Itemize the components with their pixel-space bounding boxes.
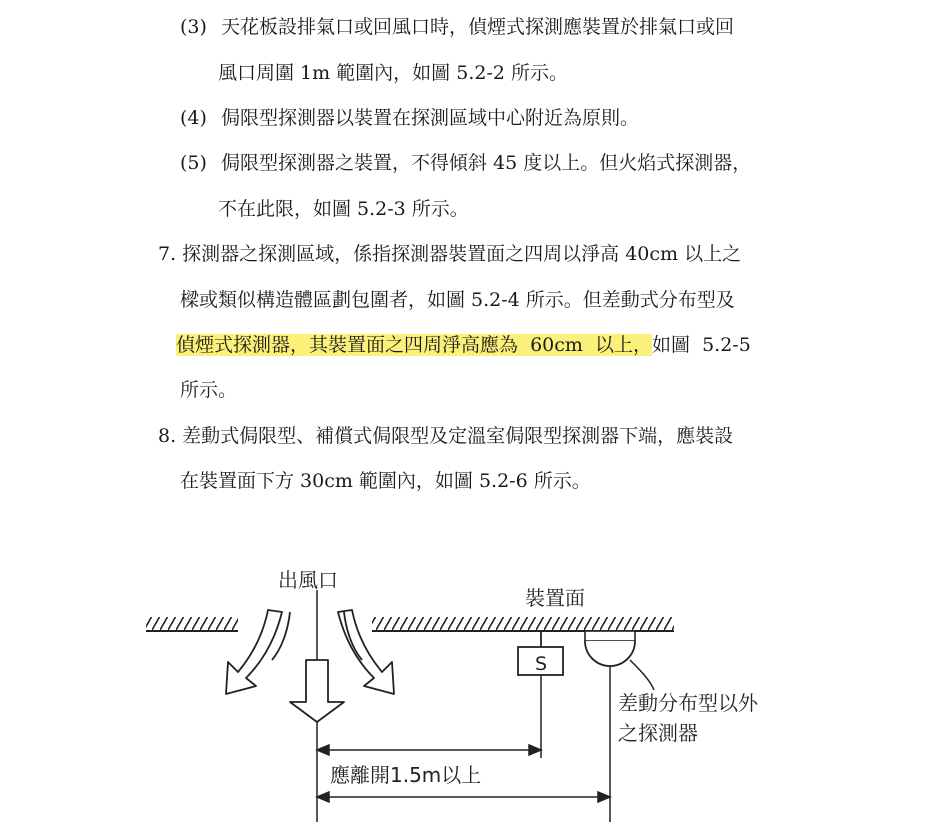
item-7-line-4: 所示。 [180, 379, 238, 401]
surface-label: 裝置面 [525, 586, 585, 610]
item-3-text: 天花板設排氣口或回風口時，偵煙式探測應裝置於排氣口或回 [220, 16, 734, 38]
outlet-arrows [226, 610, 394, 722]
item-8-line-2: 在裝置面下方 30cm 範圍內，如圖 5.2-6 所示。 [180, 470, 591, 492]
detector-s [518, 631, 563, 758]
item-3-line-2: 風口周圍 1m 範圍內，如圖 5.2-2 所示。 [218, 62, 568, 84]
item-5-line-2: 不在此限，如圖 5.2-3 所示。 [218, 198, 469, 220]
item-4-text: 侷限型探測器以裝置在探測區域中心附近為原則。 [220, 107, 639, 129]
distance-label: 應離開1.5m以上 [330, 763, 482, 787]
item-8-line-1: 8. 差動式侷限型、補償式侷限型及定溫室侷限型探測器下端，應裝設 [158, 425, 734, 447]
item-7-line-3-rest: 如圖 5.2-5 [652, 334, 751, 356]
other-detector-label-1: 差動分布型以外 [618, 691, 758, 715]
item-3-number: (3) [180, 16, 207, 38]
item-7-line-2: 樑或類似構造體區劃包圍者，如圖 5.2-4 所示。但差動式分布型及 [180, 289, 735, 311]
highlighted-text: 偵煙式探測器，其裝置面之四周淨高應為 60cm 以上， [176, 334, 652, 356]
other-detector-label-2: 之探測器 [618, 721, 698, 745]
item-5-number: (5) [180, 152, 207, 174]
ceiling-surface [146, 617, 674, 631]
item-5-text: 侷限型探測器之裝置，不得傾斜 45 度以上。但火焰式探測器， [220, 152, 752, 174]
detector-s-label: S [534, 653, 548, 675]
outlet-label: 出風口 [278, 568, 338, 592]
item-7-line-1: 7. 探測器之探測區域，係指探測器裝置面之四周以淨高 40cm 以上之 [158, 243, 742, 265]
item-4-number: (4) [180, 107, 207, 129]
